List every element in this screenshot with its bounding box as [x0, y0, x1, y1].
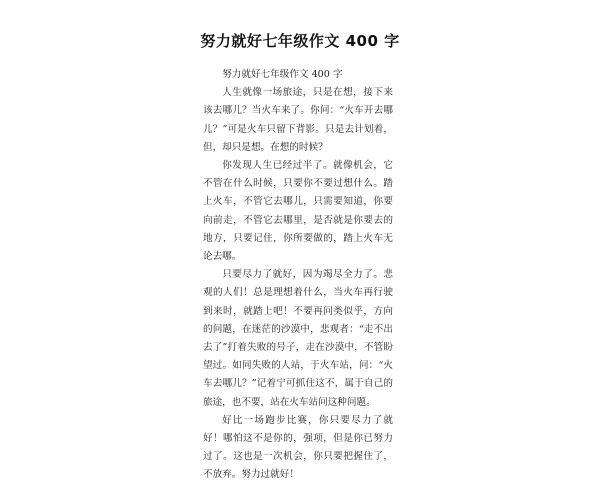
paragraph-heading-repeat: 努力就好七年级作文 400 字: [222, 69, 343, 80]
paragraph: 好比一场跑步比赛，你只要尽力了就好！哪怕这不是你的，强项，但是你已努力过了。这也是一次机会，你只要把握住了，不放弃。努力过就好！: [203, 414, 393, 481]
paragraph: 你发现人生已经过半了。就像机会，它不管在什么时候，只要你不要过想什么。踏上火车，不管它去哪儿，只需要知道，你要向前走，不管它去哪里，是否就是你要去的地方，只要记住，你所要做的，踏上火车无论去哪。: [203, 160, 393, 263]
paragraph: 人生就像一场旅途，只是在想，接下来该去哪儿？当火车来了。你问：“火车开去哪儿？”可是火车只留下背影。只是去计划着，但，却只是想。在想的时候？: [203, 87, 393, 153]
document-body: [203, 66, 393, 485]
paragraph: 只要尽力了就好，因为竭尽全力了。悲观的人们！总是理想着什么，当火车再行驶到来时，就踏上吧！不要再问类似乎，方向的问题，在迷茫的沙漠中，悲观者：“走不出去了”打着失败的号子，走在沙漠中，不管盼望过。如同失败的人站，于火车站，问：“火车去哪儿？”记着宁可抓住这不，属于自己的旅途，也不要，站在火车站问这种问题。: [203, 269, 393, 408]
document-title: 努力就好七年级作文 400 字: [200, 32, 400, 50]
